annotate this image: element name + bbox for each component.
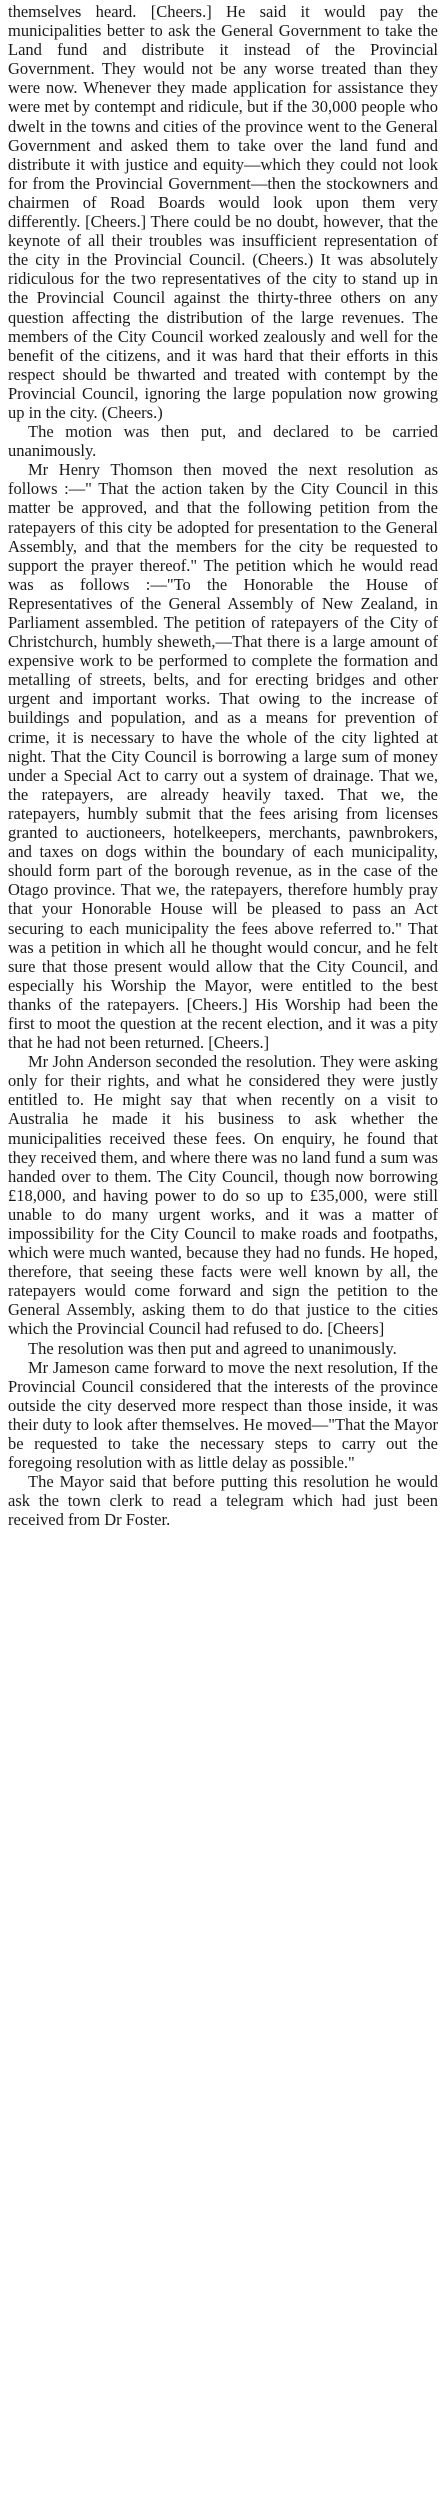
- paragraph-thomson-resolution: Mr Henry Thomson then moved the next resolution as follows :—" That the action taken by the City Council in this matter be approved, and that the following petition from the ratepayers of this city be adopted for presentation to the General Assembly, and that the members for the city be requested to support the prayer thereof." The petition which he would read was as follows :—"To the Honorable the House of Representatives of the General Assembly of New Zealand, in Parliament assembled. The petition of ratepayers of the City of Christchurch, humbly sheweth,—That there is a large amount of expensive work to be performed to complete the formation and metalling of streets, belts, and for erecting bridges and other urgent and important works. That owing to the increase of buildings and population, and as a means for prevention of crime, it is necessary to have the whole of the city lighted at night. That the City Council is borrowing a large sum of money under a Special Act to carry out a system of drainage. That we, the ratepayers, are already heavily taxed. That we, the ratepayers, humbly submit that the fees arising from licenses granted to auctioneers, hotelkeepers, merchants, pawnbrokers, and taxes on dogs within the boundary of each municipality, should form part of the borough revenue, as in the case of the Otago province. That we, the ratepayers, therefore humbly pray that your Honorable House will be pleased to pass an Act securing to each municipality the fees above referred to." That was a petition in which all he thought would concur, and he felt sure that those present would allow that the City Council, and especially his Worship the Mayor, were entitled to the best thanks of the ratepayers. [Cheers.] His Worship had been the first to moot the question at the recent election, and it was a pity that he had not been returned. [Cheers.]: [8, 460, 438, 1053]
- paragraph-resolution-agreed: The resolution was then put and agreed to unanimously.: [28, 1338, 397, 1358]
- paragraph-mayor-telegram: The Mayor said that before putting this resolution he would ask the town clerk to read a telegram which had just been received from Dr Foster.: [8, 1472, 438, 1530]
- paragraph-motion-carried: The motion was then put, and declared to be carried unanimously.: [8, 422, 438, 461]
- paragraph-anderson-seconded: Mr John Anderson seconded the resolution. They were asking only for their rights, and what he considered they were justly entitled to. He might say that when recently on a visit to Australia he made it his business to ask whether the municipalities received these fees. On enquiry, he found that they received them, and where there was no land fund a sum was handed over to them. The City Council, though now borrowing £18,000, and having power to do so up to £35,000, were still unable to do many urgent works, and it was a matter of impossibility for the City Council to make roads and footpaths, which were much wanted, because they had no funds. He hoped, therefore, that seeing these facts were well known by all, the ratepayers would come forward and sign the petition to the General Assembly, asking them to do that justice to the cities which the Provincial Council had refused to do. [Cheers]: [8, 1052, 438, 1339]
- paragraph-continued-speech: themselves heard. [Cheers.] He said it would pay the municipalities better to ask the General Government to take the Land fund and distribute it instead of the Provincial Government. They would not be any worse treated than they were now. Whenever they made application for assistance they were met by contempt and ridicule, but if the 30,000 people who dwelt in the towns and cities of the province went to the General Government and asked them to take over the land fund and distribute it with justice and equity—which they could not look for from the Provincial Government—then the stockowners and chairmen of Road Boards would look upon them very differently. [Cheers.] There could be no doubt, however, that the keynote of all their troubles was insufficient representation of the city in the Provincial Council. (Cheers.) It was absolutely ridiculous for the two representatives of the city to stand up in the Provincial Council against the thirty-three others on any question affecting the distribution of the large revenues. The members of the City Council worked zealously and well for the benefit of the citizens, and it was hard that their efforts in this respect should be thwarted and treated with contempt by the Provincial Council, ignoring the large population now growing up in the city. (Cheers.): [8, 2, 438, 422]
- article-column: [8, 2, 438, 1530]
- paragraph-jameson-motion: Mr Jameson came forward to move the next resolution, If the Provincial Council considered that the interests of the province outside the city deserved more respect than those inside, it was their duty to look after themselves. He moved—"That the Mayor be requested to take the necessary steps to carry out the foregoing resolution with as little delay as possible.": [8, 1357, 438, 1473]
